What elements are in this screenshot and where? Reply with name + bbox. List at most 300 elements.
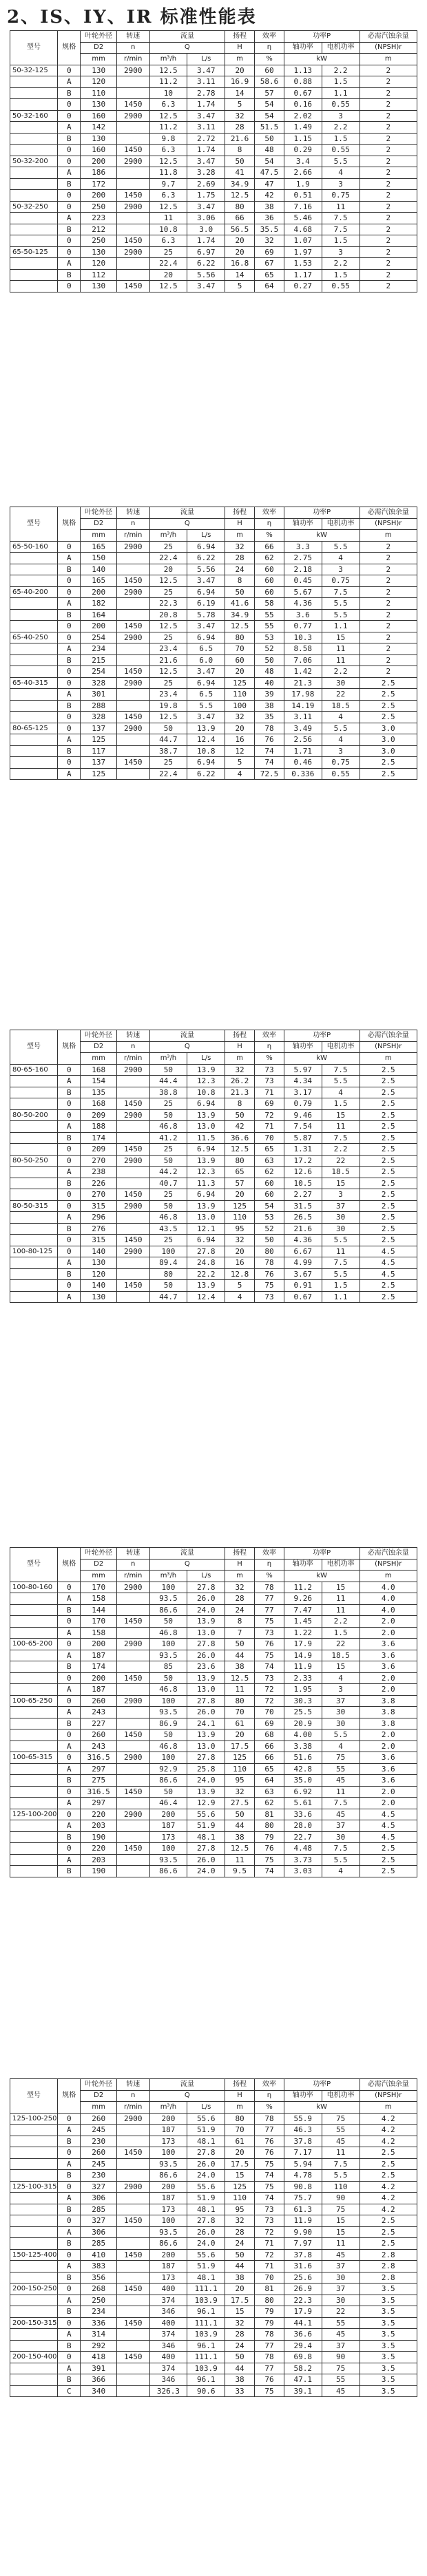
cell-e: 75 [255,1854,284,1866]
table-row [10,110,417,122]
cell-np: 4.5 [360,1809,417,1820]
cell-n [116,564,149,575]
cell-d: 186 [81,167,116,179]
table-row [10,586,417,598]
cell-mp: 4 [322,1087,360,1098]
cell-d: 327 [81,2215,116,2227]
cell-l: 12.1 [187,1223,225,1235]
cell-sp: 28.0 [284,1820,322,1832]
cell-q: 10.8 [149,224,187,235]
cell-sp: 1.22 [284,1627,322,1639]
cell-v: B [58,1831,81,1843]
cell-q: 100 [149,1752,187,1764]
cell-np: 3.6 [360,1752,417,1764]
cell-np: 2 [360,145,417,156]
cell-d: 168 [81,1064,116,1076]
cell-sp: 5.61 [284,1798,322,1809]
cell-model [10,281,58,292]
cell-mp: 37 [322,1695,360,1707]
cell-model: 65-40-200 [10,586,58,598]
cell-q: 187 [149,2261,187,2272]
cell-q: 93.5 [149,1707,187,1718]
cell-d: 356 [81,2272,116,2284]
cell-sp: 0.79 [284,1098,322,1110]
cell-model [10,1798,58,1809]
cell-sp: 29.4 [284,2340,322,2352]
cell-e: 76 [255,1268,284,1280]
cell-mp: 11 [322,2238,360,2250]
cell-e: 74 [255,757,284,769]
cell-h: 17.5 [225,2295,255,2306]
cell-h: 24 [225,2340,255,2352]
cell-d: 125 [81,768,116,780]
cell-model: 50-32-125 [10,65,58,76]
header-eff-sym: η [255,2090,284,2102]
cell-q: 100 [149,1639,187,1650]
cell-model [10,2193,58,2204]
cell-np: 4.5 [360,1246,417,1257]
cell-q: 6.3 [149,235,187,247]
cell-n: 2900 [116,1752,149,1764]
cell-sp: 33.6 [284,1809,322,1820]
cell-l: 3.11 [187,122,225,134]
cell-e: 80 [255,1820,284,1832]
table-row [10,1223,417,1235]
cell-v: B [58,178,81,190]
table-row [10,2193,417,2204]
cell-h: 28 [225,122,255,134]
cell-l: 24.0 [187,1775,225,1787]
cell-d: 209 [81,1144,116,1156]
cell-d: 288 [81,700,116,712]
cell-d: 188 [81,1121,116,1133]
cell-e: 77 [255,2125,284,2136]
cell-v: A [58,1798,81,1809]
cell-model [10,190,58,202]
cell-v: 0 [58,201,81,213]
cell-d: 164 [81,609,116,621]
table-row [10,2374,417,2386]
cell-d: 137 [81,757,116,769]
cell-v: B [58,1718,81,1729]
cell-q: 41.2 [149,1132,187,1144]
cell-mp: 3 [322,1684,360,1696]
cell-n [116,1820,149,1832]
header-head-sym: H [225,42,255,54]
cell-sp: 1.17 [284,269,322,281]
cell-v: B [58,1087,81,1098]
cell-sp: 51.6 [284,1752,322,1764]
cell-mp: 0.55 [322,145,360,156]
cell-model: 200-150-250 [10,2284,58,2295]
cell-np: 3.6 [360,1775,417,1787]
cell-n [116,224,149,235]
cell-e: 53 [255,1212,284,1224]
table-row [10,1087,417,1098]
cell-mp: 11 [322,1593,360,1605]
cell-np: 2 [360,65,417,76]
cell-q: 374 [149,2363,187,2374]
cell-d: 200 [81,586,116,598]
cell-e: 75 [255,2181,284,2193]
cell-sp: 11.9 [284,2215,322,2227]
header-eff-unit: % [255,2102,284,2114]
cell-mp: 90 [322,2193,360,2204]
cell-mp: 30 [322,1831,360,1843]
cell-v: B [58,564,81,575]
cell-mp: 18.5 [322,1650,360,1661]
cell-d: 125 [81,734,116,746]
cell-l: 90.6 [187,2385,225,2397]
cell-q: 93.5 [149,1854,187,1866]
cell-mp: 45 [322,2136,360,2147]
cell-d: 174 [81,1661,116,1673]
cell-e: 78 [255,1257,284,1269]
cell-h: 28 [225,1593,255,1605]
cell-d: 170 [81,1582,116,1593]
table-row [10,1257,417,1269]
cell-sp: 4.34 [284,1076,322,1087]
cell-l: 26.0 [187,2226,225,2238]
cell-sp: 2.66 [284,167,322,179]
cell-n [116,768,149,780]
cell-l: 103.9 [187,2363,225,2374]
cell-model [10,2374,58,2386]
cell-v: 0 [58,2215,81,2227]
cell-v: B [58,2136,81,2147]
cell-v: A [58,2329,81,2341]
cell-sp: 0.77 [284,621,322,632]
cell-sp: 3.49 [284,723,322,734]
cell-np: 2.5 [360,1098,417,1110]
cell-h: 28 [225,2329,255,2341]
cell-np: 2 [360,246,417,258]
cell-sp: 22.3 [284,2295,322,2306]
cell-l: 5.78 [187,609,225,621]
cell-d: 200 [81,190,116,202]
cell-model: 80-50-315 [10,1200,58,1212]
cell-d: 160 [81,110,116,122]
header-speed: 转速 [116,31,149,43]
cell-n: 1450 [116,1672,149,1684]
cell-mp: 37 [322,2261,360,2272]
table-row [10,2249,417,2261]
header-flow: 流量 [149,507,225,519]
cell-l: 6.5 [187,643,225,655]
cell-n [116,654,149,666]
cell-n [116,1741,149,1752]
cell-v: 0 [58,575,81,587]
cell-np: 2 [360,586,417,598]
cell-mp: 11 [322,2147,360,2159]
table-row [10,1729,417,1741]
cell-e: 48 [255,666,284,678]
cell-np: 2.0 [360,1786,417,1798]
cell-v: B [58,2170,81,2182]
cell-l: 3.11 [187,76,225,88]
cell-np: 2 [360,258,417,270]
table-row [10,1144,417,1156]
header-eff-sym: η [255,518,284,530]
cell-np: 2 [360,609,417,621]
cell-h: 125 [225,1200,255,1212]
cell-l: 6.94 [187,541,225,553]
cell-e: 81 [255,1809,284,1820]
cell-mp: 2.2 [322,65,360,76]
cell-q: 40.7 [149,1178,187,1189]
cell-np: 4.5 [360,1257,417,1269]
cell-h: 60 [225,654,255,666]
cell-np: 3.8 [360,1707,417,1718]
cell-l: 55.6 [187,2113,225,2125]
cell-v: 0 [58,1280,81,1292]
cell-h: 125 [225,2181,255,2193]
cell-e: 76 [255,2136,284,2147]
cell-sp: 2.27 [284,1189,322,1201]
cell-e: 57 [255,87,284,99]
header-power-unit: kW [284,1571,360,1582]
header-npsh: 必需汽蚀余量 [360,2079,417,2091]
cell-model [10,178,58,190]
cell-sp: 22.7 [284,1831,322,1843]
cell-h: 32 [225,2317,255,2329]
cell-model: 65-50-125 [10,246,58,258]
cell-d: 135 [81,1087,116,1098]
cell-d: 209 [81,1109,116,1121]
cell-d: 250 [81,235,116,247]
cell-e: 74 [255,745,284,757]
table-row [10,1064,417,1076]
header-power: 功率P [284,1548,360,1560]
cell-sp: 0.45 [284,575,322,587]
header-flow-unit-ls: L/s [187,54,225,65]
cell-sp: 8.58 [284,643,322,655]
cell-mp: 18.5 [322,700,360,712]
table-row [10,1280,417,1292]
cell-model [10,1831,58,1843]
table-row [10,723,417,734]
cell-h: 32 [225,1582,255,1593]
cell-h: 8 [225,145,255,156]
cell-q: 44.7 [149,1291,187,1303]
cell-l: 6.94 [187,1098,225,1110]
header-impeller-dia-sym: D2 [81,518,116,530]
cell-np: 2.8 [360,2261,417,2272]
cell-sp: 2.02 [284,110,322,122]
cell-v: 0 [58,1786,81,1798]
cell-n [116,87,149,99]
cell-model [10,1223,58,1235]
cell-mp: 45 [322,2329,360,2341]
cell-l: 23.6 [187,1661,225,1673]
cell-mp: 55 [322,2125,360,2136]
cell-h: 5 [225,1280,255,1292]
cell-q: 200 [149,1809,187,1820]
cell-d: 154 [81,1076,116,1087]
cell-e: 63 [255,1155,284,1167]
cell-n: 2900 [116,723,149,734]
cell-sp: 1.95 [284,1684,322,1696]
cell-np: 3.6 [360,1661,417,1673]
cell-q: 46.4 [149,1798,187,1809]
cell-sp: 7.16 [284,201,322,213]
cell-sp: 0.16 [284,99,322,111]
table-row [10,712,417,723]
cell-mp: 30 [322,2272,360,2284]
cell-h: 4 [225,768,255,780]
cell-mp: 0.55 [322,281,360,292]
cell-n [116,2261,149,2272]
cell-sp: 3.4 [284,156,322,167]
cell-v: 0 [58,235,81,247]
cell-n: 2900 [116,1200,149,1212]
header-speed: 转速 [116,507,149,519]
cell-q: 25 [149,541,187,553]
cell-model [10,269,58,281]
cell-sp: 17.9 [284,2306,322,2318]
table-row [10,1775,417,1787]
cell-h: 8 [225,1098,255,1110]
table-row [10,757,417,769]
cell-l: 22.2 [187,1268,225,1280]
cell-sp: 90.8 [284,2181,322,2193]
cell-np: 3.5 [360,2340,417,2352]
cell-e: 54 [255,99,284,111]
cell-q: 11 [149,213,187,224]
cell-l: 27.8 [187,2147,225,2159]
cell-mp: 7.5 [322,1843,360,1855]
cell-e: 62 [255,1167,284,1178]
cell-e: 79 [255,2317,284,2329]
cell-h: 32 [225,1786,255,1798]
cell-np: 3.5 [360,2363,417,2374]
cell-model: 65-40-250 [10,632,58,643]
cell-q: 22.4 [149,258,187,270]
cell-mp: 1.5 [322,133,360,145]
cell-e: 50 [255,133,284,145]
cell-h: 15 [225,2306,255,2318]
cell-np: 2.0 [360,1672,417,1684]
table-row [10,1167,417,1178]
table-row [10,1707,417,1718]
cell-n [116,1076,149,1087]
cell-n [116,2306,149,2318]
cell-h: 8 [225,1616,255,1628]
cell-n [116,1593,149,1605]
cell-d: 130 [81,281,116,292]
cell-h: 44 [225,2261,255,2272]
cell-h: 20 [225,2284,255,2295]
cell-e: 72 [255,1695,284,1707]
cell-l: 13.0 [187,1212,225,1224]
cell-d: 200 [81,621,116,632]
cell-d: 212 [81,224,116,235]
performance-table [10,30,417,292]
cell-np: 2.0 [360,1684,417,1696]
cell-e: 71 [255,2261,284,2272]
cell-d: 165 [81,575,116,587]
cell-d: 112 [81,269,116,281]
cell-model [10,1280,58,1292]
spec-table-block [10,1030,417,1492]
cell-mp: 7.5 [322,2158,360,2170]
cell-model [10,553,58,564]
table-row [10,178,417,190]
cell-d: 120 [81,76,116,88]
cell-np: 2.5 [360,2170,417,2182]
cell-model [10,2261,58,2272]
cell-sp: 0.88 [284,76,322,88]
cell-h: 80 [225,201,255,213]
cell-e: 76 [255,1843,284,1855]
cell-n: 1450 [116,2284,149,2295]
cell-np: 2 [360,632,417,643]
cell-np: 2.5 [360,700,417,712]
cell-q: 44.7 [149,734,187,746]
cell-model: 80-65-125 [10,723,58,734]
table-row [10,1616,417,1628]
cell-h: 26.2 [225,1076,255,1087]
cell-e: 69 [255,1098,284,1110]
cell-model: 125-100-200 [10,1809,58,1820]
cell-sp: 1.45 [284,1616,322,1628]
table-row [10,2306,417,2318]
cell-np: 2 [360,99,417,111]
cell-d: 117 [81,745,116,757]
cell-h: 20 [225,65,255,76]
cell-d: 383 [81,2261,116,2272]
cell-v: 0 [58,1109,81,1121]
cell-q: 100 [149,2215,187,2227]
header-flow-unit-ls: L/s [187,2102,225,2114]
cell-sp: 21.3 [284,677,322,689]
cell-h: 61 [225,1718,255,1729]
cell-d: 285 [81,2204,116,2215]
cell-sp: 2.18 [284,564,322,575]
cell-q: 6.3 [149,190,187,202]
cell-sp: 25.6 [284,2272,322,2284]
cell-e: 75 [255,2385,284,2397]
cell-q: 374 [149,2295,187,2306]
cell-v: B [58,609,81,621]
header-impeller-dia-sym: D2 [81,42,116,54]
cell-sp: 1.97 [284,246,322,258]
cell-np: 2.5 [360,1076,417,1087]
header-variant: 规格 [58,1548,81,1582]
cell-model [10,2385,58,2397]
cell-v: B [58,1661,81,1673]
cell-l: 10.8 [187,745,225,757]
cell-v: 0 [58,281,81,292]
cell-q: 25 [149,1098,187,1110]
header-eff-sym: η [255,42,284,54]
cell-q: 173 [149,1831,187,1843]
cell-sp: 17.98 [284,689,322,701]
cell-model: 100-65-200 [10,1639,58,1650]
header-motor-power: 电机功率 [322,1041,360,1053]
cell-d: 200 [81,1639,116,1650]
cell-h: 17.5 [225,1741,255,1752]
cell-e: 48 [255,145,284,156]
cell-h: 16 [225,734,255,746]
cell-d: 254 [81,666,116,678]
header-flow-sym: Q [149,1559,225,1571]
cell-np: 2 [360,87,417,99]
cell-l: 12.3 [187,1167,225,1178]
cell-np: 2.5 [360,1167,417,1178]
cell-np: 4.2 [360,2193,417,2204]
table-row [10,2113,417,2125]
